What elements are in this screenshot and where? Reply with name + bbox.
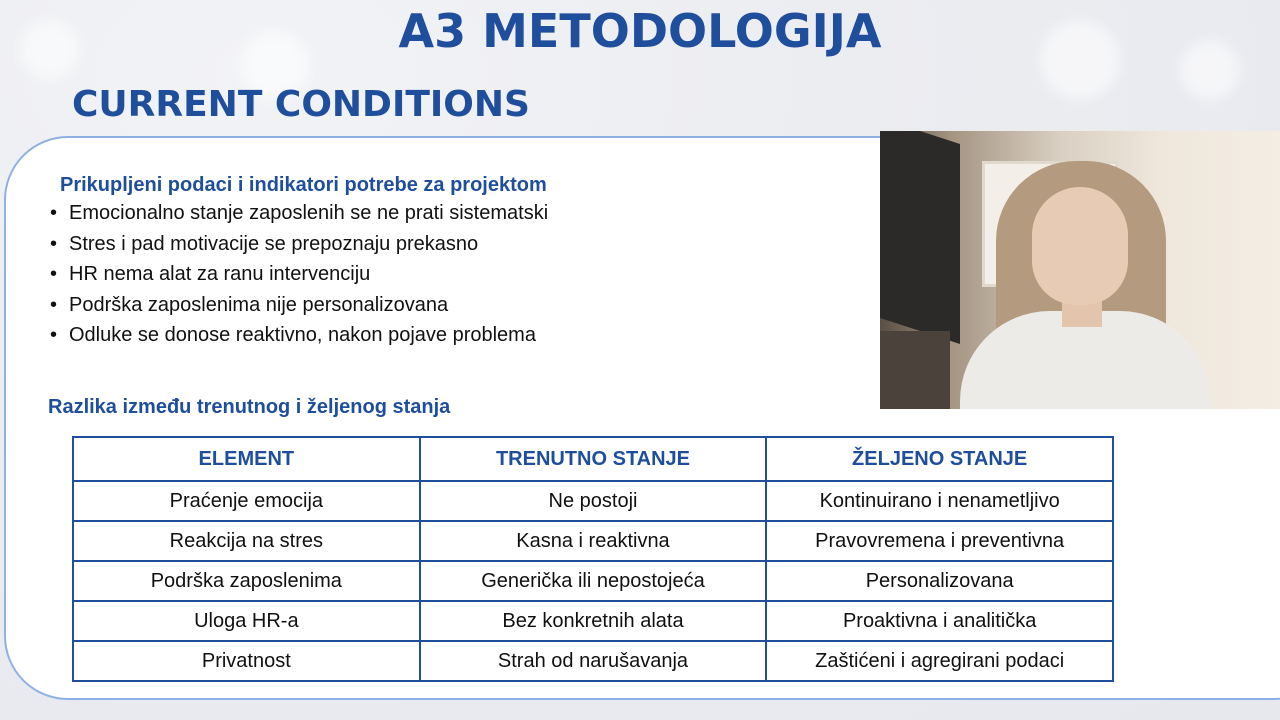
table-cell: Kontinuirano i nenametljivo [766, 481, 1113, 521]
section-heading-data: Prikupljeni podaci i indikatori potrebe za projektom [60, 174, 547, 196]
table-row [73, 481, 1113, 521]
column-header: ŽELJENO STANJE [766, 437, 1113, 481]
table-cell: Proaktivna i analitička [766, 601, 1113, 641]
table-cell: Personalizovana [766, 561, 1113, 601]
table-row [73, 561, 1113, 601]
table-cell: Generička ili nepostojeća [420, 561, 767, 601]
list-item: • Stres i pad motivacije se prepoznaju prekasno [48, 229, 548, 260]
list-item: • Emocionalno stanje zaposlenih se ne prati sistematski [48, 198, 548, 229]
table-cell: Bez konkretnih alata [420, 601, 767, 641]
list-item: • Odluke se donose reaktivno, nakon pojave problema [48, 320, 548, 351]
table-cell: Praćenje emocija [73, 481, 420, 521]
slide-subtitle: CURRENT CONDITIONS [72, 84, 530, 125]
table-cell: Pravovremena i preventivna [766, 521, 1113, 561]
table-cell: Strah od narušavanja [420, 641, 767, 681]
column-header: ELEMENT [73, 437, 420, 481]
webcam-background-cabinet [880, 131, 960, 344]
table-row [73, 521, 1113, 561]
section-heading-gap: Razlika između trenutnog i željenog stanja [48, 396, 451, 418]
comparison-table [72, 436, 1114, 682]
table-cell: Zaštićeni i agregirani podaci [766, 641, 1113, 681]
table-row [73, 601, 1113, 641]
table-cell: Reakcija na stres [73, 521, 420, 561]
table-cell: Privatnost [73, 641, 420, 681]
presenter-webcam [880, 131, 1280, 409]
table-cell: Kasna i reaktivna [420, 521, 767, 561]
table-row [73, 641, 1113, 681]
slide-title: A3 METODOLOGIJA [398, 4, 882, 58]
bullet-list [48, 198, 548, 351]
list-item: • HR nema alat za ranu intervenciju [48, 259, 548, 290]
table-cell: Uloga HR-a [73, 601, 420, 641]
list-item: • Podrška zaposlenima nije personalizovana [48, 290, 548, 321]
presenter-face [1032, 187, 1128, 305]
webcam-background-shelf [880, 331, 950, 409]
table-cell: Podrška zaposlenima [73, 561, 420, 601]
table-header-row [73, 437, 1113, 481]
column-header: TRENUTNO STANJE [420, 437, 767, 481]
table-cell: Ne postoji [420, 481, 767, 521]
